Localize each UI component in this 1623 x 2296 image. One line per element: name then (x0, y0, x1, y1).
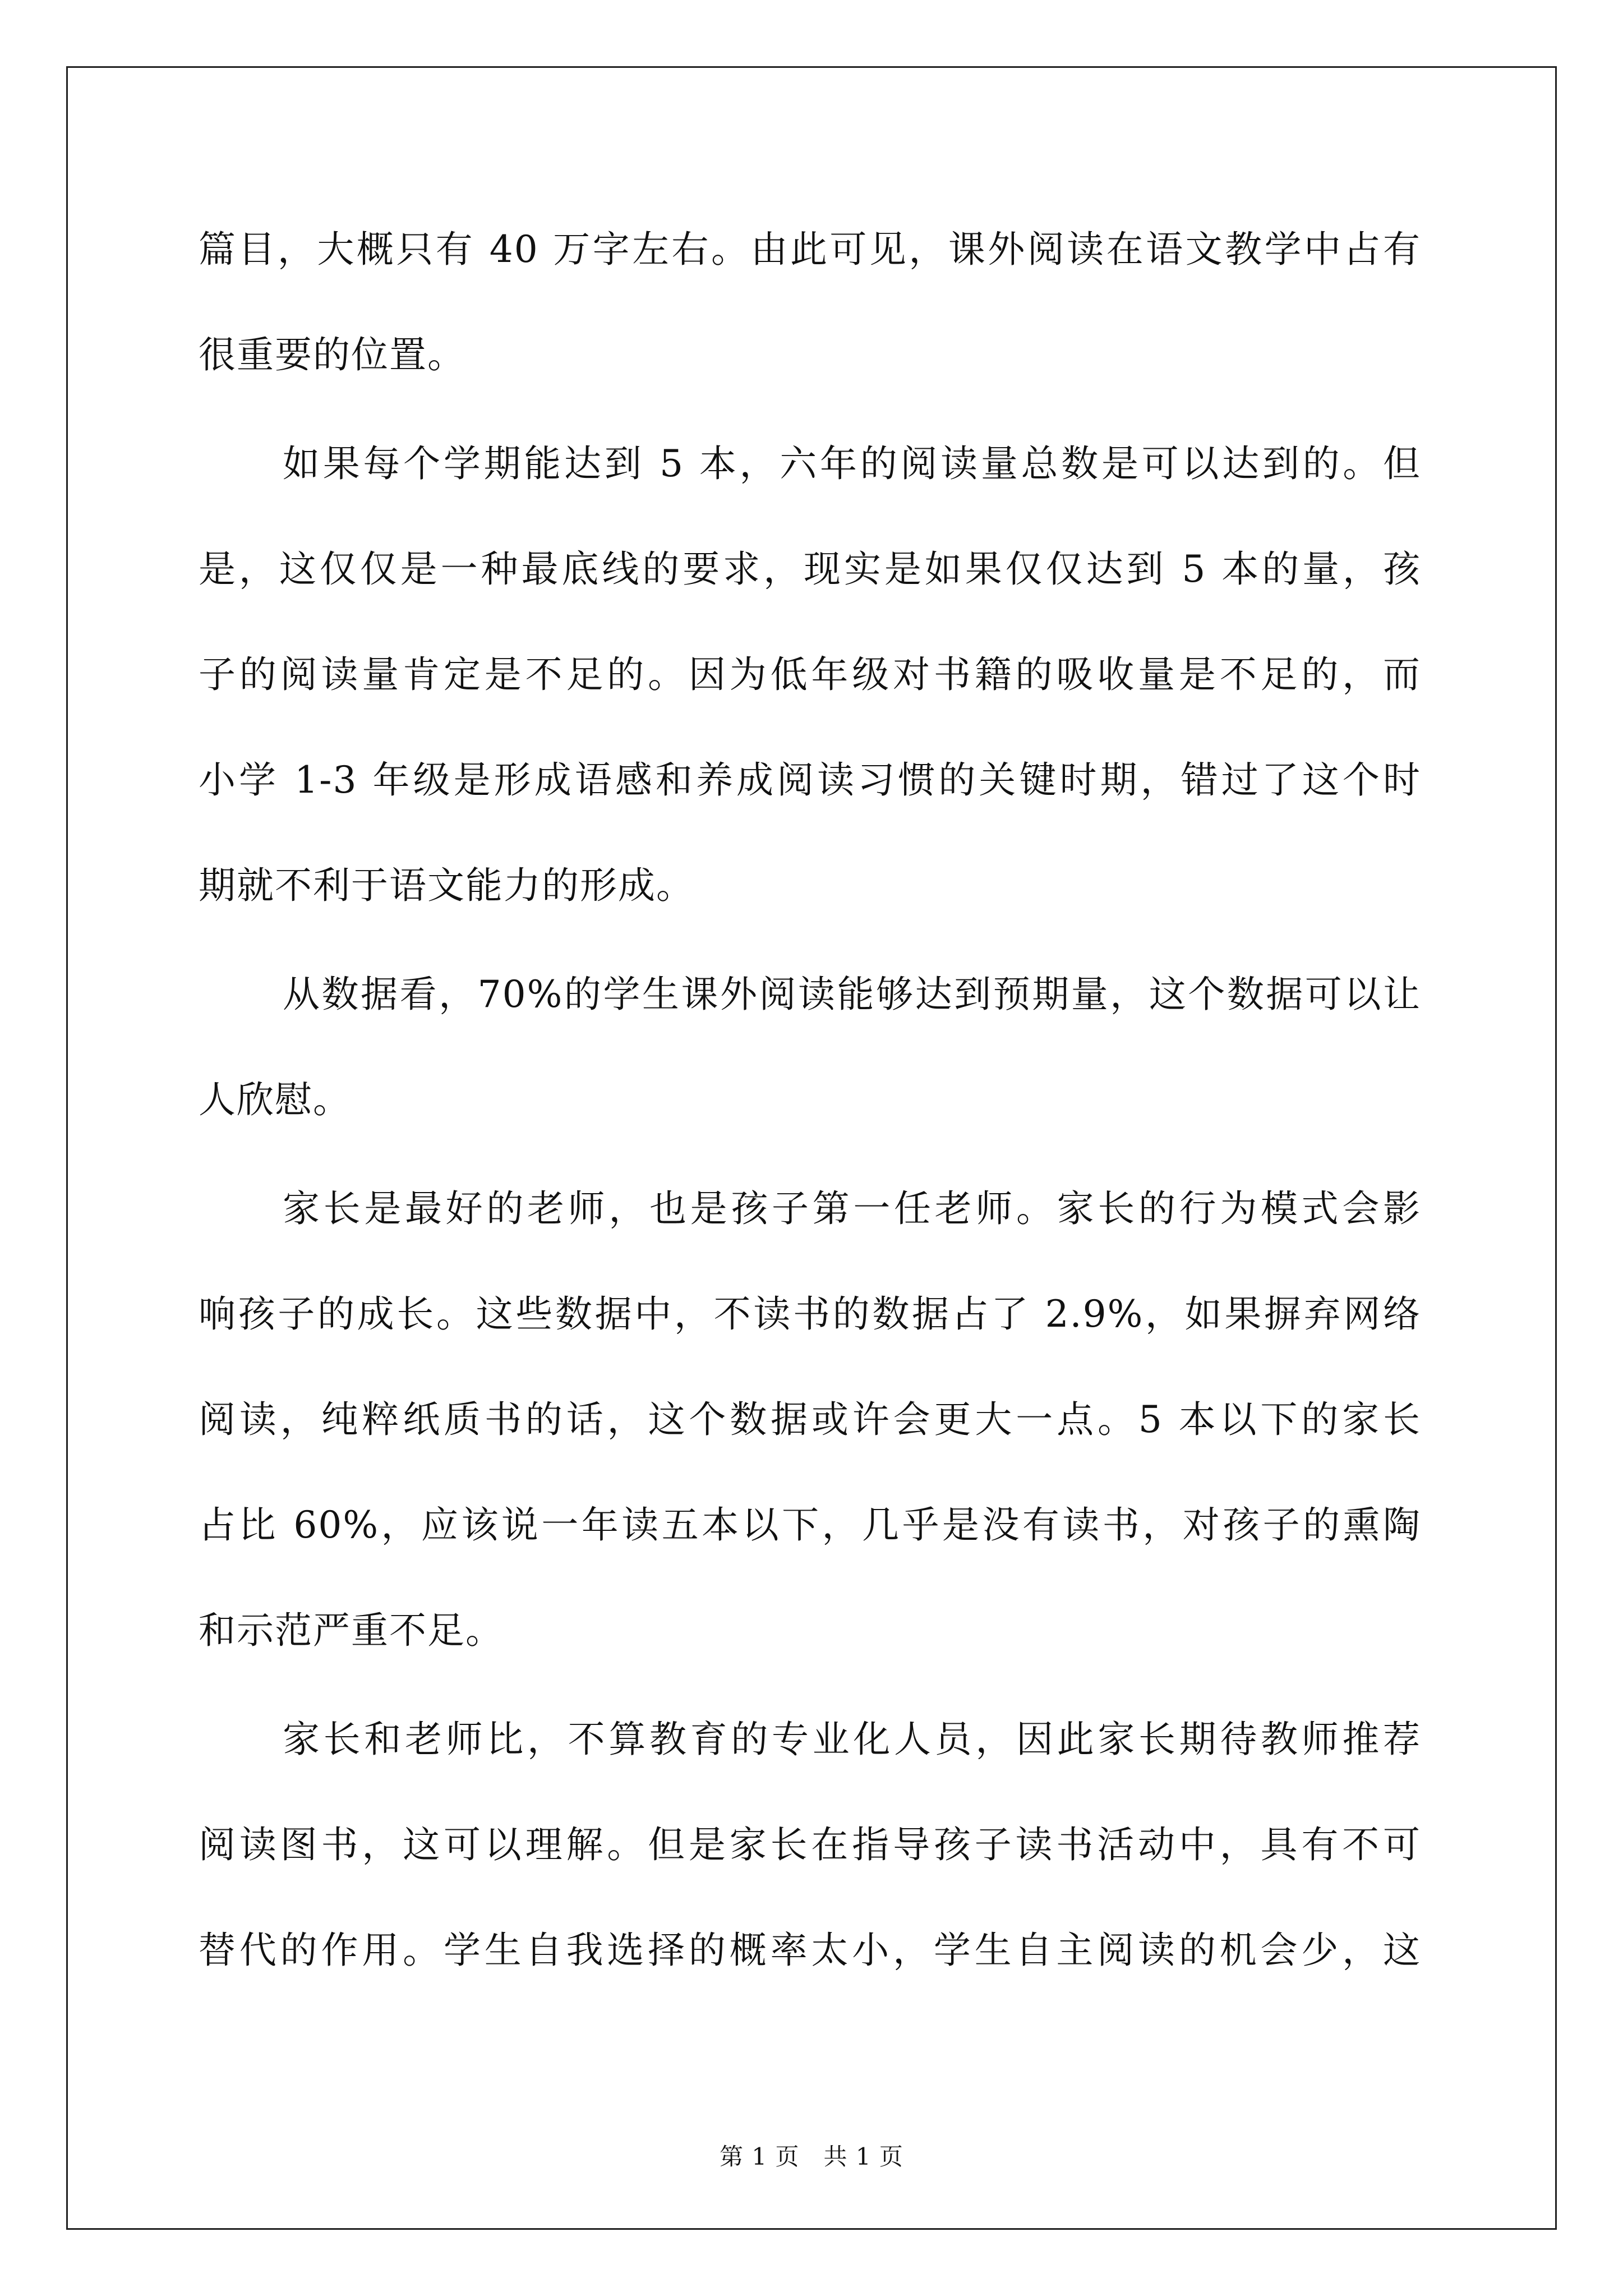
page-border (66, 66, 1557, 2230)
text-line: 响孩子的成长。这些数据中，不读书的数据占了 2.9%，如果摒弃网络 (199, 1292, 1421, 1336)
text-line: 子的阅读量肯定是不足的。因为低年级对书籍的吸收量是不足的，而 (199, 653, 1421, 696)
text-line: 阅读，纯粹纸质书的话，这个数据或许会更大一点。5 本以下的家长 (199, 1398, 1421, 1441)
text-line: 占比 60%，应该说一年读五本以下，几乎是没有读书，对孩子的熏陶 (199, 1503, 1421, 1547)
text-line: 家长是最好的老师，也是孩子第一任老师。家长的行为模式会影 (283, 1187, 1421, 1230)
text-line: 是，这仅仅是一种最底线的要求，现实是如果仅仅达到 5 本的量，孩 (199, 547, 1421, 591)
text-line: 从数据看，70%的学生课外阅读能够达到预期量，这个数据可以让 (283, 973, 1421, 1016)
text-line: 阅读图书，这可以理解。但是家长在指导孩子读书活动中，具有不可 (199, 1823, 1421, 1866)
text-line: 如果每个学期能达到 5 本，六年的阅读量总数是可以达到的。但 (283, 442, 1421, 485)
text-line: 家长和老师比，不算教育的专业化人员，因此家长期待教师推荐 (283, 1718, 1421, 1761)
text-line: 很重要的位置。 (199, 333, 465, 376)
text-line: 小学 1-3 年级是形成语感和养成阅读习惯的关键时期，错过了这个时 (199, 758, 1421, 802)
text-line: 期就不利于语文能力的形成。 (199, 864, 694, 907)
text-line: 人欣慰。 (199, 1078, 351, 1121)
text-line: 替代的作用。学生自我选择的概率太小，学生自主阅读的机会少，这 (199, 1929, 1421, 1972)
text-line: 和示范严重不足。 (199, 1609, 504, 1652)
text-line: 篇目，大概只有 40 万字左右。由此可见，课外阅读在语文教学中占有 (199, 228, 1421, 271)
page-footer: 第 1 页 共 1 页 (720, 2143, 903, 2170)
